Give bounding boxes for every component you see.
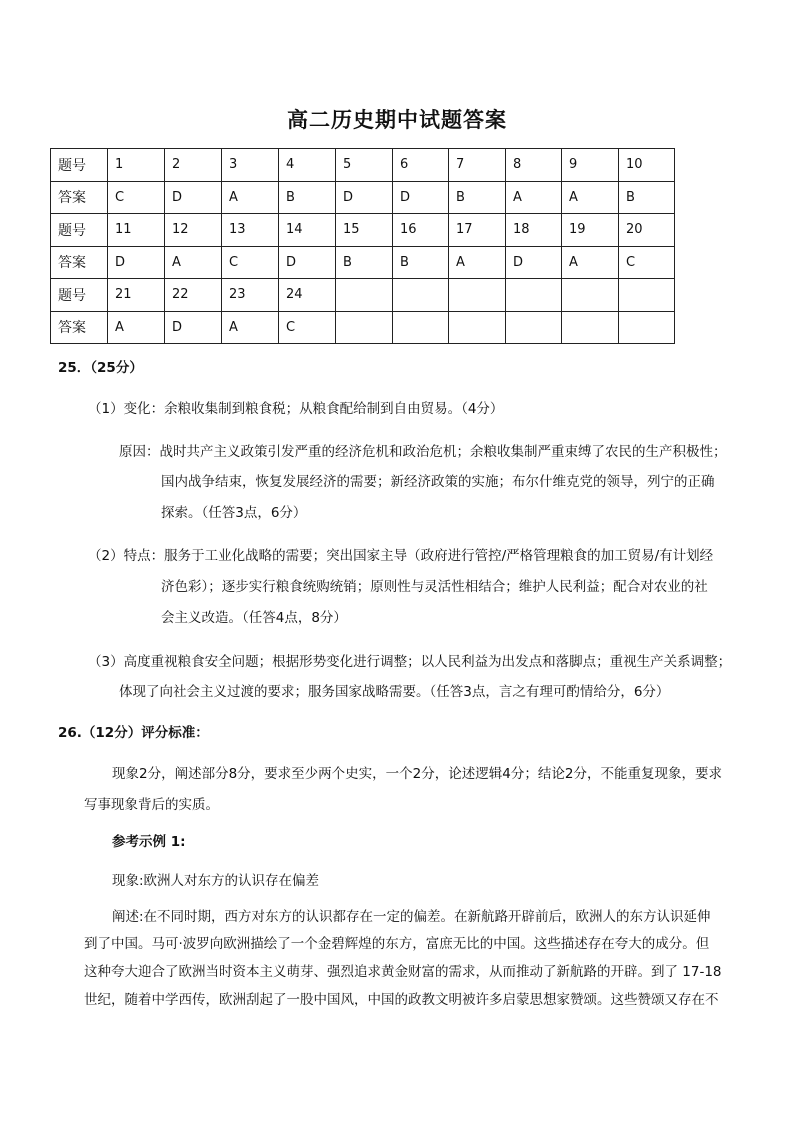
table-cell: B <box>449 181 506 214</box>
table-cell: 18 <box>506 214 562 247</box>
q26-criteria-line-2: 写事现象背后的实质。 <box>84 797 219 813</box>
table-cell: B <box>619 181 675 214</box>
table-cell: D <box>506 246 562 279</box>
table-cell: D <box>108 246 165 279</box>
table-cell <box>619 279 675 312</box>
table-cell: 9 <box>562 149 619 182</box>
table-cell: C <box>279 311 336 344</box>
table-cell: 11 <box>108 214 165 247</box>
table-cell: A <box>222 181 279 214</box>
table-cell: 22 <box>165 279 222 312</box>
q26-heading: 26.（12分）评分标准： <box>58 725 209 741</box>
table-cell <box>506 311 562 344</box>
table-row <box>51 149 675 182</box>
q25-feature-line-3: 会主义改造。（任答4点，8分） <box>161 610 347 626</box>
table-cell: A <box>562 246 619 279</box>
q25-change: （1）变化：余粮收集制到粮食税；从粮食配给制到自由贸易。（4分） <box>88 401 504 417</box>
table-cell: 5 <box>336 149 393 182</box>
table-cell: 8 <box>506 149 562 182</box>
table-row <box>51 214 675 247</box>
row-header-cell: 题号 <box>51 214 108 247</box>
table-row <box>51 246 675 279</box>
table-cell: D <box>393 181 449 214</box>
table-cell: B <box>336 246 393 279</box>
table-row <box>51 279 675 312</box>
table-cell <box>449 279 506 312</box>
table-cell: D <box>165 311 222 344</box>
table-cell: 17 <box>449 214 506 247</box>
table-cell <box>336 279 393 312</box>
q25-heading: 25．（25分） <box>58 360 143 376</box>
table-cell: 19 <box>562 214 619 247</box>
table-cell: C <box>222 246 279 279</box>
table-cell: A <box>222 311 279 344</box>
q25-reason-line-1: 原因：战时共产主义政策引发严重的经济危机和政治危机；余粮收集制严重束缚了农民的生产积极性； <box>119 444 727 460</box>
table-cell: 16 <box>393 214 449 247</box>
q25-p3-line-1: （3）高度重视粮食安全问题；根据形势变化进行调整；以人民利益为出发点和落脚点；重视生产关系调整； <box>88 654 732 670</box>
table-cell: 12 <box>165 214 222 247</box>
table-cell: 6 <box>393 149 449 182</box>
table-cell: A <box>562 181 619 214</box>
row-header-cell: 题号 <box>51 279 108 312</box>
row-header-cell: 题号 <box>51 149 108 182</box>
table-cell: 1 <box>108 149 165 182</box>
table-cell: A <box>165 246 222 279</box>
table-cell <box>506 279 562 312</box>
table-cell: 2 <box>165 149 222 182</box>
table-cell: C <box>108 181 165 214</box>
table-cell: B <box>279 181 336 214</box>
table-cell <box>562 311 619 344</box>
table-cell: 3 <box>222 149 279 182</box>
table-cell <box>336 311 393 344</box>
answer-table <box>50 148 675 344</box>
example-body-line-1: 阐述:在不同时期，西方对东方的认识都存在一定的偏差。在新航路开辟前后，欧洲人的东方认识延伸 <box>112 909 711 925</box>
table-cell: D <box>336 181 393 214</box>
table-row <box>51 311 675 344</box>
table-cell <box>562 279 619 312</box>
q25-p3-line-2: 体现了向社会主义过渡的要求；服务国家战略需要。（任答3点，言之有理可酌情给分，6分） <box>119 684 670 700</box>
row-header-cell: 答案 <box>51 311 108 344</box>
page-title: 高二历史期中试题答案 <box>287 108 507 132</box>
example-body-line-4: 世纪，随着中学西传，欧洲刮起了一股中国风，中国的政教文明被许多启蒙思想家赞颂。这些赞颂又存在不 <box>84 992 719 1008</box>
table-cell: D <box>279 246 336 279</box>
table-cell: 23 <box>222 279 279 312</box>
table-cell: D <box>165 181 222 214</box>
q25-feature-line-1: （2）特点：服务于工业化战略的需要；突出国家主导（政府进行管控/严格管理粮食的加工贸易/有计划经 <box>88 548 714 564</box>
q25-reason-line-2: 国内战争结束，恢复发展经济的需要；新经济政策的实施；布尔什维克党的领导，列宁的正确 <box>161 474 715 490</box>
table-cell: 13 <box>222 214 279 247</box>
example-body-line-3: 这种夸大迎合了欧洲当时资本主义萌芽、强烈追求黄金财富的需求，从而推动了新航路的开辟。到了 17-18 <box>84 964 722 980</box>
table-cell <box>619 311 675 344</box>
table-cell: 10 <box>619 149 675 182</box>
table-cell: 15 <box>336 214 393 247</box>
table-cell: A <box>506 181 562 214</box>
table-cell: 4 <box>279 149 336 182</box>
table-cell: A <box>108 311 165 344</box>
table-cell: 7 <box>449 149 506 182</box>
table-cell: 24 <box>279 279 336 312</box>
table-cell: 20 <box>619 214 675 247</box>
table-cell <box>449 311 506 344</box>
row-header-cell: 答案 <box>51 246 108 279</box>
table-cell: B <box>393 246 449 279</box>
table-cell <box>393 279 449 312</box>
table-cell: 14 <box>279 214 336 247</box>
table-cell: A <box>449 246 506 279</box>
row-header-cell: 答案 <box>51 181 108 214</box>
q25-reason-line-3: 探索。（任答3点，6分） <box>161 505 307 521</box>
example-label: 参考示例 1: <box>112 834 186 850</box>
q25-feature-line-2: 济色彩）；逐步实行粮食统购统销；原则性与灵活性相结合；维护人民利益；配合对农业的社 <box>161 579 708 595</box>
example-phenomenon: 现象:欧洲人对东方的认识存在偏差 <box>112 873 320 889</box>
q26-criteria-line-1: 现象2分，阐述部分8分，要求至少两个史实，一个2分，论述逻辑4分；结论2分，不能重复现象，要求 <box>112 766 722 782</box>
table-cell <box>393 311 449 344</box>
example-body-line-2: 到了中国。马可·波罗向欧洲描绘了一个金碧辉煌的东方，富庶无比的中国。这些描述存在夸大的成分。但 <box>84 936 710 952</box>
table-cell: 21 <box>108 279 165 312</box>
table-row <box>51 181 675 214</box>
table-cell: C <box>619 246 675 279</box>
